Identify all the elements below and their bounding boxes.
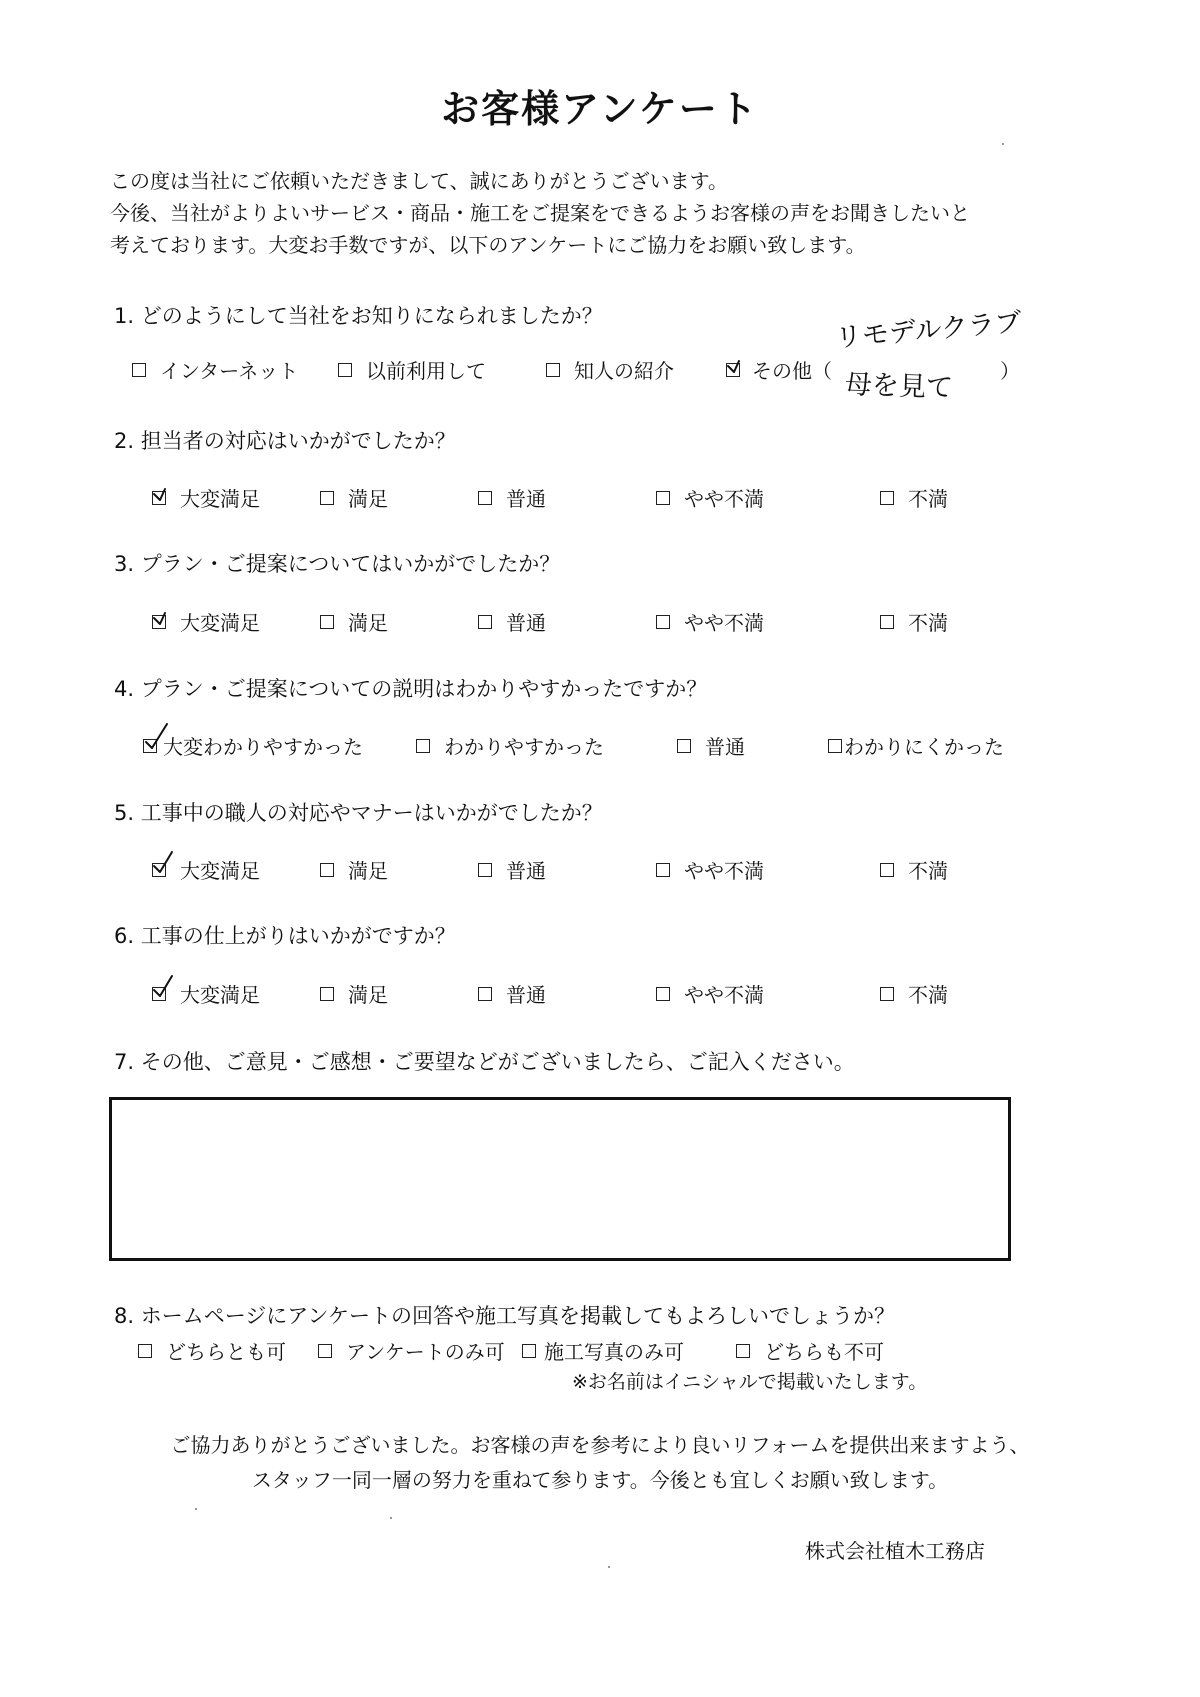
question-3: 3. プラン・ご提案についてはいかがでしたか？ [114,552,561,576]
closing-line: スタッフ一同一層の努力を重ねて参ります。今後とも宜しくお願い致します。 [251,1468,949,1492]
q3-option-neutral[interactable]: 普通 [478,607,546,636]
checkmark-icon [152,974,176,1000]
checkbox[interactable] [880,615,894,629]
q5-option-satisfied[interactable]: 満足 [320,855,388,884]
scan-speck [1002,143,1004,145]
checkbox[interactable] [320,863,334,877]
checkbox[interactable] [880,491,894,505]
question-5: 5. 工事中の職人の対応やマナーはいかがでしたか？ [114,801,603,825]
company-name: 株式会社植木工務店 [805,1539,985,1563]
checkbox[interactable] [736,1344,750,1358]
q6-option-neutral[interactable]: 普通 [478,979,546,1008]
checkmark-icon [143,722,171,752]
q5-option-neutral[interactable]: 普通 [478,855,546,884]
checkmark-icon [152,607,174,629]
checkbox[interactable] [656,491,670,505]
q1-option-previous-use[interactable]: 以前利用して [338,355,486,384]
checkbox[interactable] [478,615,492,629]
q1-option-internet[interactable]: インターネット [132,355,298,384]
q4-option-unclear[interactable]: わかりにくかった [828,731,1004,760]
checkbox[interactable] [656,863,670,877]
checkbox[interactable] [478,987,492,1001]
q5-option-very-satisfied[interactable]: 大変満足 [152,855,260,884]
q8-option-both-ok[interactable]: どちらとも可 [138,1336,286,1365]
q1-handwritten-answer-line1: リモデルクラブ [833,306,1024,354]
q1-other-close-paren: ） [1000,359,1020,383]
checkmark-icon [152,850,176,876]
checkbox[interactable] [677,739,691,753]
closing-message [0,1428,1200,1498]
q1-option-other[interactable]: その他（ [726,355,832,384]
checkbox-checked[interactable] [143,739,157,753]
checkbox[interactable] [320,615,334,629]
scan-speck [390,1517,392,1519]
q3-option-very-satisfied[interactable]: 大変満足 [152,607,260,636]
q8-option-neither[interactable]: どちらも不可 [736,1336,884,1365]
comment-textarea[interactable] [109,1097,1011,1261]
q4-option-clear[interactable]: わかりやすかった [416,731,604,760]
checkbox[interactable] [320,987,334,1001]
q3-option-dissatisfied[interactable]: 不満 [880,607,948,636]
checkbox[interactable] [320,491,334,505]
question-1: 1. どのようにして当社をお知りになられましたか？ [114,304,603,328]
page-title: お客様アンケート [441,87,759,131]
checkbox[interactable] [546,363,560,377]
question-2: 2. 担当者の対応はいかがでしたか？ [114,429,456,453]
checkmark-icon [152,483,174,505]
q6-option-somewhat-dissatisfied[interactable]: やや不満 [656,979,764,1008]
intro-line: 考えております。大変お手数ですが、以下のアンケートにご協力をお願い致します。 [110,233,866,257]
checkbox-checked[interactable] [152,987,166,1001]
checkbox-checked[interactable] [726,363,740,377]
checkbox-checked[interactable] [152,491,166,505]
q6-option-dissatisfied[interactable]: 不満 [880,979,948,1008]
q2-option-somewhat-dissatisfied[interactable]: やや不満 [656,483,764,512]
q3-option-satisfied[interactable]: 満足 [320,607,388,636]
q2-option-dissatisfied[interactable]: 不満 [880,483,948,512]
q2-option-very-satisfied[interactable]: 大変満足 [152,483,260,512]
checkbox[interactable] [828,739,842,753]
checkbox[interactable] [416,739,430,753]
q4-option-neutral[interactable]: 普通 [677,731,745,760]
question-4: 4. プラン・ご提案についての説明はわかりやすかったですか？ [114,677,708,701]
checkbox-checked[interactable] [152,863,166,877]
q3-option-somewhat-dissatisfied[interactable]: やや不満 [656,607,764,636]
checkbox-checked[interactable] [152,615,166,629]
q2-option-satisfied[interactable]: 満足 [320,483,388,512]
checkbox[interactable] [880,863,894,877]
q1-option-referral[interactable]: 知人の紹介 [546,355,674,384]
q4-option-very-clear[interactable]: 大変わかりやすかった [143,731,363,760]
q2-option-neutral[interactable]: 普通 [478,483,546,512]
checkbox[interactable] [522,1344,536,1358]
intro-text [110,165,970,261]
checkbox[interactable] [318,1344,332,1358]
checkbox[interactable] [656,987,670,1001]
question-8: 8. ホームページにアンケートの回答や施工写真を掲載してもよろしいでしょうか？ [114,1304,896,1328]
q1-handwritten-answer-line2: 母を見て [844,369,954,404]
question-7: 7. その他、ご意見・ご感想・ご要望などがございましたら、ご記入ください。 [114,1050,855,1074]
question-6: 6. 工事の仕上がりはいかがですか？ [114,924,456,948]
q5-option-dissatisfied[interactable]: 不満 [880,855,948,884]
q6-option-very-satisfied[interactable]: 大変満足 [152,979,260,1008]
checkbox[interactable] [656,615,670,629]
q8-option-photos-only[interactable]: 施工写真のみ可 [522,1336,684,1365]
q5-option-somewhat-dissatisfied[interactable]: やや不満 [656,855,764,884]
q6-option-satisfied[interactable]: 満足 [320,979,388,1008]
scan-speck [195,1508,197,1510]
checkbox[interactable] [338,363,352,377]
intro-line: 今後、当社がよりよいサービス・商品・施工をご提案をできるようお客様の声をお聞きしたいと [110,201,970,225]
checkbox[interactable] [880,987,894,1001]
checkbox[interactable] [132,363,146,377]
closing-line: ご協力ありがとうございました。お客様の声を参考により良いリフォームを提供出来ますよう、 [170,1433,1030,1457]
checkbox[interactable] [138,1344,152,1358]
checkbox[interactable] [478,491,492,505]
intro-line: この度は当社にご依頼いただきまして、誠にありがとうございます。 [110,169,728,193]
initials-note: ※お名前はイニシャルで掲載いたします。 [572,1371,928,1393]
checkmark-icon [726,355,748,377]
q8-option-survey-only[interactable]: アンケートのみ可 [318,1336,505,1365]
checkbox[interactable] [478,863,492,877]
scan-speck [608,1566,610,1568]
